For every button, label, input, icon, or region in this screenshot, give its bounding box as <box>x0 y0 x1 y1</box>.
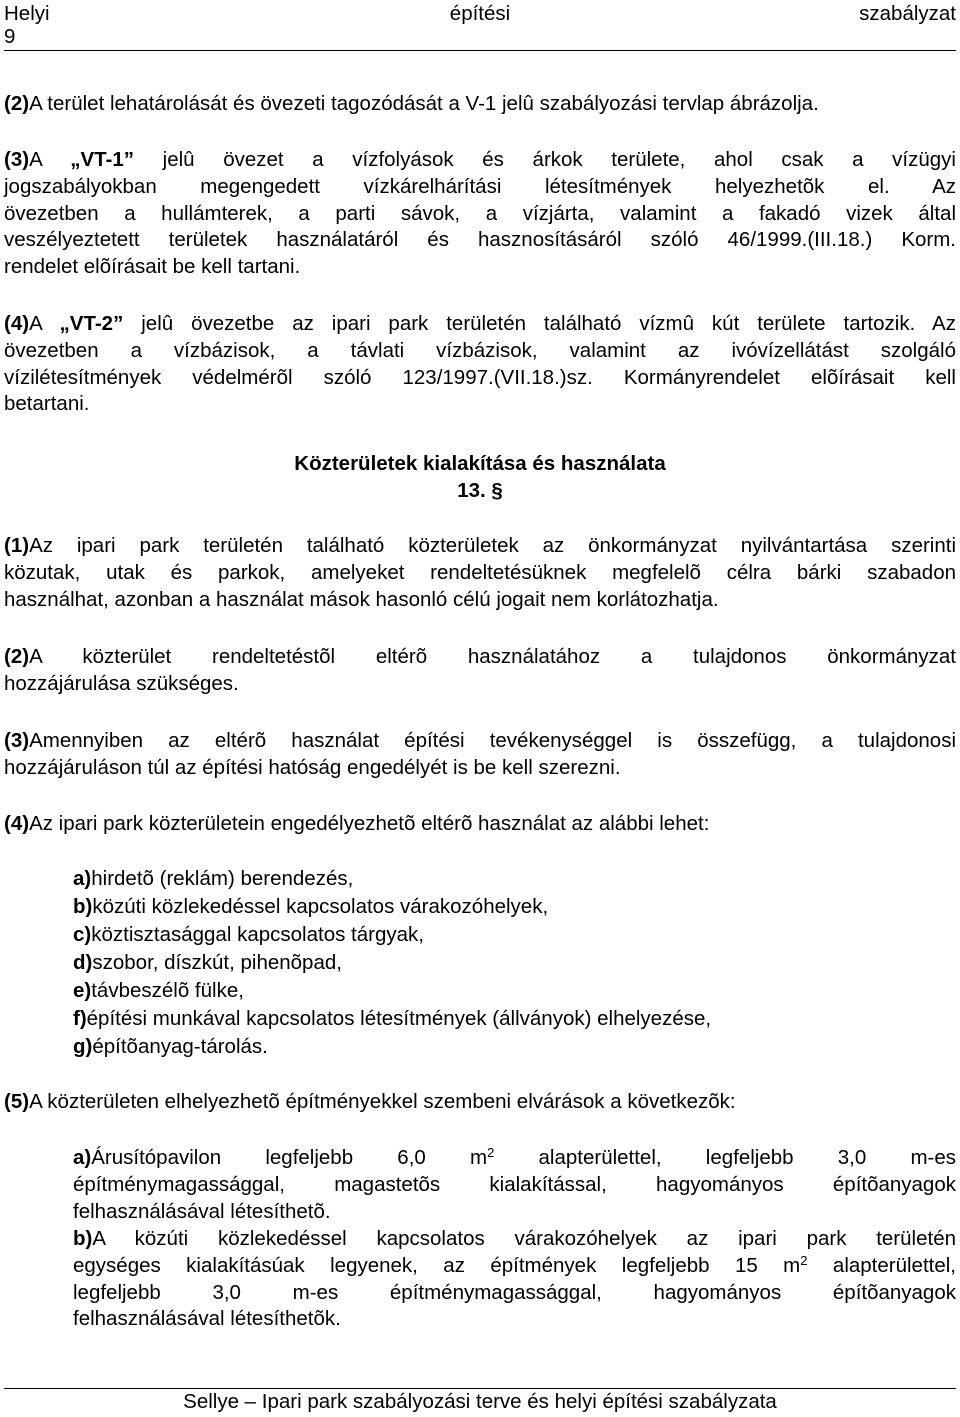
paragraph-line: legfeljebb 3,0 m-es építménymagassággal, hagyományos építõanyagok <box>73 1280 956 1304</box>
text-span: Az ipari park területén található közterületek az önkormányzat nyilvántartása szerinti <box>29 534 956 557</box>
paragraph-number: (3) <box>4 729 30 752</box>
superscript: 2 <box>487 1145 495 1160</box>
paragraph-line: építménymagassággal, magastetõs kialakítással, hagyományos építõanyagok <box>73 1172 956 1196</box>
page-number: 9 <box>4 25 16 48</box>
paragraph-line: felhasználásával létesíthetõk. <box>73 1307 341 1331</box>
paragraph-line: betartani. <box>4 392 90 416</box>
section-paragraph-5 <box>4 1089 956 1116</box>
text-span: egységes kialakításúak legyenek, az építmények legfeljebb 15 m <box>73 1253 801 1277</box>
paragraph-line: veszélyeztetett területek használatáról és hasznosításáról szóló 46/1999.(III.18.) Korm. <box>4 228 956 252</box>
text-span: A közterület rendeltetéstõl eltérõ használatához a tulajdonos önkormányzat <box>29 645 956 668</box>
paragraph-line <box>4 311 956 338</box>
paragraph-line: jogszabályokban megengedett vízkárelhárítási létesítmények helyezhetõk el. Az <box>4 174 956 198</box>
zone-code: „VT-2” <box>59 312 124 335</box>
paragraph-number: (1) <box>4 534 30 557</box>
paragraph-line: vízilétesítmények védelmérõl szóló 123/1997.(VII.18.)sz. Kormányrendelet elõírásait kell <box>4 365 956 389</box>
list-label: g) <box>73 1035 93 1058</box>
paragraph-line: rendelet elõírásait be kell tartani. <box>4 255 301 279</box>
list-text: közúti közlekedéssel kapcsolatos várakozóhelyek, <box>92 895 549 918</box>
list-text: szobor, díszkút, pihenõpad, <box>92 951 342 974</box>
list-label: b) <box>73 895 93 918</box>
text-span: Árusítópavilon legfeljebb 6,0 m <box>91 1146 488 1169</box>
list-item <box>73 950 342 977</box>
paragraph-number: (4) <box>4 812 30 835</box>
subitem-a <box>73 1145 956 1225</box>
paragraph-4 <box>4 311 956 418</box>
paragraph-line <box>73 1226 956 1253</box>
header-right: szabályzat <box>859 2 956 25</box>
section-paragraph-2 <box>4 644 956 698</box>
list-item <box>73 1034 268 1061</box>
paragraph-line <box>4 644 956 671</box>
list-text: köztisztasággal kapcsolatos tárgyak, <box>91 923 424 946</box>
list-item <box>73 978 244 1005</box>
list-item <box>73 922 424 949</box>
list-label: f) <box>73 1007 87 1030</box>
paragraph-number: (2) <box>4 92 30 115</box>
paragraph-number: (5) <box>4 1090 30 1113</box>
paragraph-line <box>4 147 956 174</box>
text-span: alapterülettel, legfeljebb 3,0 m-es <box>494 1146 956 1169</box>
paragraph-line: övezetben a hullámterek, a parti sávok, a vízjárta, valamint a fakadó vizek által <box>4 201 956 225</box>
paragraph-3 <box>4 147 956 281</box>
paragraph-line: használhat, azonban a használat mások hasonló célú jogait nem korlátozhatja. <box>4 587 719 611</box>
text-span: A <box>29 312 60 335</box>
list-text: távbeszélõ fülke, <box>91 979 244 1002</box>
paragraph-line <box>73 1145 956 1172</box>
list-label: e) <box>73 979 92 1002</box>
text-span: alapterülettel, <box>807 1253 957 1277</box>
paragraph-number: (2) <box>4 645 30 668</box>
list-item <box>73 1006 711 1033</box>
superscript: 2 <box>800 1252 808 1268</box>
section-paragraph-1 <box>4 533 956 613</box>
list-label: b) <box>73 1227 93 1250</box>
subitem-b <box>73 1226 956 1333</box>
text-span: Amennyiben az eltérõ használat építési tevékenységgel is összefügg, a tulajdonosi <box>29 729 956 752</box>
paragraph-text: A közterületen elhelyezhetõ építményekkel szembeni elvárások a következõk: <box>29 1090 736 1113</box>
zone-code: „VT-1” <box>70 148 135 171</box>
list-item <box>73 866 353 893</box>
list-text: hirdetõ (reklám) berendezés, <box>91 867 354 890</box>
section-paragraph-4 <box>4 811 956 838</box>
paragraph-text: A terület lehatárolását és övezeti tagozódását a V-1 jelû szabályozási tervlap ábrázolja. <box>29 92 819 115</box>
paragraph-line <box>4 728 956 755</box>
paragraph-number: (4) <box>4 312 30 335</box>
paragraph-2 <box>4 91 956 118</box>
paragraph-line <box>4 533 956 560</box>
paragraph-line: övezetben a vízbázisok, a távlati vízbázisok, valamint az ivóvízellátást szolgáló <box>4 338 956 362</box>
header-rule <box>4 50 956 51</box>
footer-text: Sellye – Ipari park szabályozási terve és helyi építési szabályzata <box>183 1390 777 1413</box>
header-left: Helyi <box>4 2 50 25</box>
paragraph-line: hozzájáruláson túl az építési hatóság engedélyét is be kell szerezni. <box>4 755 621 779</box>
paragraph-line <box>73 1253 956 1280</box>
section-number: 13. § <box>457 479 503 502</box>
paragraph-text: Az ipari park közterületein engedélyezhetõ eltérõ használat az alábbi lehet: <box>29 812 710 835</box>
paragraph-line: hozzájárulása szükséges. <box>4 671 239 695</box>
section-paragraph-3 <box>4 728 956 782</box>
list-label: a) <box>73 867 92 890</box>
paragraph-number: (3) <box>4 148 30 171</box>
list-label: a) <box>73 1146 92 1169</box>
list-text: építési munkával kapcsolatos létesítmények (állványok) elhelyezése, <box>86 1007 712 1030</box>
section-title: Közterületek kialakítása és használata <box>294 452 666 475</box>
text-span: jelû övezet a vízfolyások és árkok területe, ahol csak a vízügyi <box>134 148 956 171</box>
list-text: építõanyag-tárolás. <box>92 1035 268 1058</box>
list-label: c) <box>73 923 92 946</box>
paragraph-line: közutak, utak és parkok, amelyeket rendeltetésüknek megfelelõ célra bárki szabadon <box>4 560 956 584</box>
text-span: A <box>29 148 71 171</box>
paragraph-line: felhasználásával létesíthetõ. <box>73 1199 331 1223</box>
list-label: d) <box>73 951 93 974</box>
list-item <box>73 894 548 921</box>
text-span: A közúti közlekedéssel kapcsolatos várakozóhelyek az ipari park területén <box>92 1227 956 1250</box>
text-span: jelû övezetbe az ipari park területén található vízmû kút területe tartozik. Az <box>123 312 956 335</box>
header-center: építési <box>449 2 511 25</box>
